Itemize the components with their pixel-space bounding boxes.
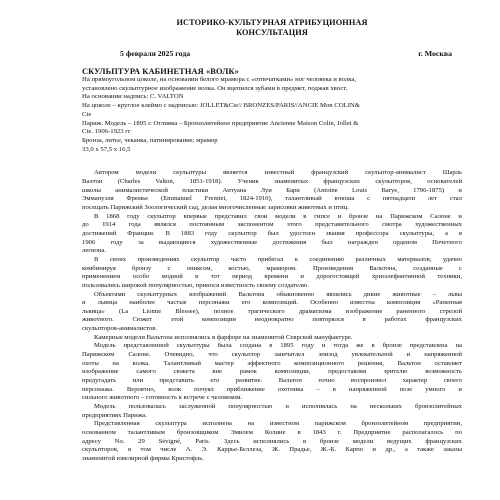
text-line: посещать Парижский Зоологический сад, делая многочисленные зарисовки животных и птиц. bbox=[82, 203, 349, 211]
body-text bbox=[82, 169, 462, 463]
text-line: пользовались широкой популярностью, принося известность своему создателю. bbox=[82, 281, 309, 289]
text-line: Объектами скульптурных изображений Вальтона обыкновенно являлись дикие животные – львы bbox=[94, 290, 462, 298]
text-line: Представленная скульптура исполнена на известном парижском бронзолитейном предприятии, bbox=[94, 420, 462, 428]
detail-line: Париж. Модель – 1895 г. Отливка – Бронзолитейное предприятие Ancienne Maison Colin, Jollet & bbox=[82, 119, 359, 127]
detail-line: Cie. 1906-1923 гг bbox=[82, 128, 131, 136]
text-line: предугадать или представить его развитие. Вальтон точно воспроизвел характер своего bbox=[82, 377, 462, 385]
text-line: 1906 году за выдающиеся художественные достижения был награжден орденом Почетного bbox=[82, 238, 462, 246]
text-line: применением особо модной в тот период времени и дорогостоящей хризэлефантинной техники, bbox=[82, 273, 462, 281]
text-line: комбинируя бронзу с ониксом, костью, мрамором. Произведения Вальтона, созданные с bbox=[82, 264, 462, 272]
text-line: В 1868 году скульптор впервые представил свои модели в гипсе и бронзе на Парижском Салоне и bbox=[94, 212, 462, 220]
paragraph bbox=[82, 420, 462, 463]
detail-line: установлено скульптурное изображение волка. Он вцепился зубами в предмет, поджав хвост. bbox=[82, 84, 348, 92]
text-line: Камерные модели Вальтона исполнялись в фарфоре на знаменитой Севрской мануфактуре. bbox=[94, 333, 353, 341]
text-line: легиона. bbox=[82, 247, 107, 255]
dateline bbox=[82, 49, 462, 58]
text-line: охоты на волка. Талантливый мастер эффектного композиционного решения, Вальтон оставляет bbox=[82, 359, 462, 367]
paragraph bbox=[82, 291, 462, 334]
text-line: адресу No. 29 Sévigné, Paris. Здесь исполнялись в бронзе модели ведущих французских bbox=[82, 437, 462, 445]
paragraph bbox=[82, 342, 462, 403]
detail-line: На основании надпись: C. VALTON bbox=[82, 93, 184, 101]
text-line: В своих произведениях скульптор часто прибегал к соединению различных материалов, удачно bbox=[94, 255, 462, 263]
document-title bbox=[82, 18, 462, 38]
text-line: животного. Сюжет этой композиции неоднократно повторялся в работах французских bbox=[82, 316, 462, 324]
paragraph bbox=[82, 334, 462, 343]
text-line: основанном талантливым бронзовщиком Эмилем Колине в 1843 г. Предприятие располагалось по bbox=[82, 429, 462, 437]
detail-line: Бронза, литье, чеканка, патинирование; мрамор bbox=[82, 136, 218, 144]
detail-line: На прямоугольном цоколе, на основании белого мрамора с «отпечатками» ног человека и волка, bbox=[82, 76, 357, 83]
text-line: Модель пользовалась заслуженной популярностью и исполнялась на нескольких бронзолитейных bbox=[94, 403, 462, 411]
paragraph bbox=[82, 169, 462, 212]
text-line: львица» (La Lionne Blessee), полное трагического драматизма изображение раненного стрелой bbox=[82, 307, 462, 315]
text-line: Эммануэля Фремье (Emmanuel Fremiet, 1824-1910), талантливый юноша с пятнадцати лет стал bbox=[82, 195, 462, 203]
text-line: персонажа. Вероятно, волк почуял приближение охотника – в напряженной позе умного и bbox=[82, 385, 462, 393]
document-city: г. Москва bbox=[418, 49, 452, 58]
text-line: Парижском Салоне. Очевидно, что скульптор запечатлел эпизод увлекательной и напряженной bbox=[82, 351, 462, 359]
title-line-2: КОНСУЛЬТАЦИЯ bbox=[236, 28, 308, 37]
document-date: 5 февраля 2025 года bbox=[120, 49, 191, 58]
object-details bbox=[82, 76, 462, 154]
text-line: и львица наиболее частые персонажи его композиций. Особенно известна композиция «Раненная bbox=[82, 299, 462, 307]
detail-line: Cie bbox=[82, 110, 92, 118]
text-line: Валтон (Charles Valton, 1851-1918). Ученик знаменитых французских скульпторов, основателей bbox=[82, 177, 462, 185]
text-line: скульпторов, в том числе А. Э. Каррье-Беллеза, Ж. Прадье, Ж.-Б. Карпо и др., а также заказы bbox=[82, 446, 462, 454]
paragraph bbox=[82, 403, 462, 420]
object-heading: СКУЛЬПТУРА КАБИНЕТНАЯ «ВОЛК» bbox=[82, 67, 239, 76]
text-line: Модель представленной скульптуры была создана в 1895 году и тогда же в бронзе представлена на bbox=[94, 342, 462, 350]
text-line: изображение самого сюжета вне рамок композиции, предоставляя зрителю возможность bbox=[82, 368, 462, 376]
text-line: скульпторов-анималистов. bbox=[82, 325, 158, 333]
text-line: сильного животного – готовность к встрече с человеком. bbox=[82, 394, 243, 402]
text-line: Автором модели скульптуры является известный французский скульптор-анималист Шарль bbox=[94, 169, 462, 177]
text-line: предприятиях Парижа. bbox=[82, 411, 147, 419]
detail-line: На цоколе – круглое клеймо с надписью: JOLLET&Cie// BRONZES/PARIS//ANCIE Mon COLIN& bbox=[82, 102, 360, 110]
text-line: до 1914 года являлся постоянным экспонентом этого представительного смотра художественных bbox=[82, 221, 462, 229]
text-line: знаменитой ювелирной фирмы Кристофль. bbox=[82, 454, 204, 462]
detail-line: 33,0 х 57,5 х 16,5 bbox=[82, 145, 131, 153]
text-line: школы анималистической пластики Антуана Луи Бари (Antoine Louis Barye, 1796-1875) и bbox=[82, 186, 462, 194]
title-line-1: ИСТОРИКО-КУЛЬТУРНАЯ АТРИБУЦИОННАЯ bbox=[176, 18, 368, 27]
paragraph bbox=[82, 213, 462, 256]
text-line: достижений Франции. В 1883 году скульптор был удостоен звания профессора скульптуры, а в bbox=[82, 229, 462, 237]
paragraph bbox=[82, 256, 462, 291]
